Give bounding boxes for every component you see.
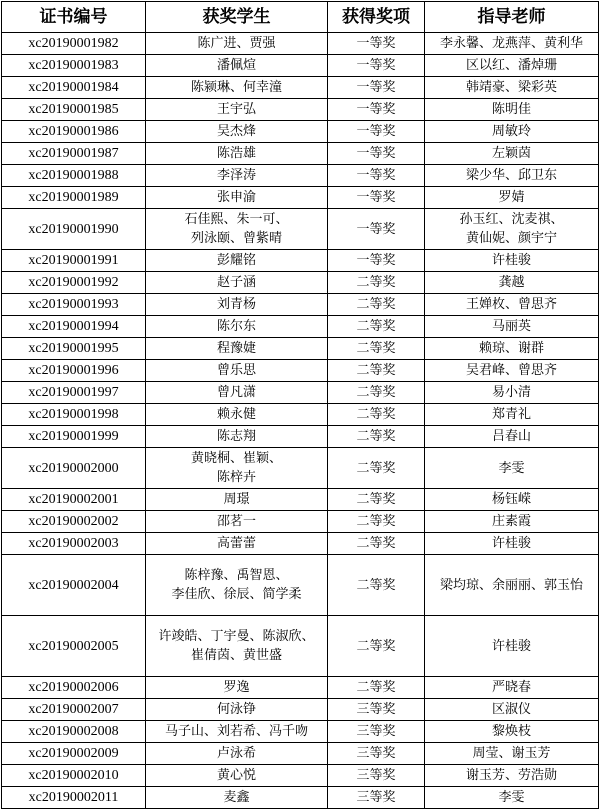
teacher-names: 孙玉红、沈麦祺、 [459, 212, 564, 227]
cert-number-cell: xc20190002011 [2, 787, 146, 809]
students-cell [146, 209, 328, 250]
cert-number-cell: xc20190002006 [2, 677, 146, 699]
student-names: 王宇弘 [216, 102, 256, 117]
teachers-cell [425, 294, 599, 316]
award-cell: 二等奖 [328, 338, 425, 360]
header-award: 获得奖项 [328, 2, 425, 33]
table-row [2, 55, 599, 77]
cert-number-cell: xc20190001995 [2, 338, 146, 360]
award-cell: 二等奖 [328, 382, 425, 404]
teacher-names: 韩靖豪、梁彩英 [465, 80, 557, 95]
teachers-cell [425, 209, 599, 250]
cert-number-cell: xc20190001984 [2, 77, 146, 99]
teachers-cell [425, 404, 599, 426]
students-cell [146, 489, 328, 511]
student-names: 麦鑫 [223, 790, 250, 805]
teacher-names: 区淑仪 [491, 702, 531, 717]
award-cell: 二等奖 [328, 511, 425, 533]
award-cell: 一等奖 [328, 165, 425, 187]
table-row [2, 426, 599, 448]
table-row [2, 338, 599, 360]
teachers-cell [425, 511, 599, 533]
student-names: 列泳颐、曾紫晴 [190, 231, 282, 246]
students-cell [146, 338, 328, 360]
teachers-cell [425, 55, 599, 77]
cert-number-cell: xc20190002002 [2, 511, 146, 533]
student-names: 张申渝 [216, 190, 256, 205]
teachers-cell [425, 99, 599, 121]
teachers-cell [425, 250, 599, 272]
award-cell: 二等奖 [328, 677, 425, 699]
student-names: 李泽涛 [216, 168, 256, 183]
header-cert-number: 证书编号 [2, 2, 146, 33]
students-cell [146, 765, 328, 787]
teacher-names: 龚越 [498, 275, 525, 290]
awards-table [1, 1, 599, 809]
award-cell: 二等奖 [328, 489, 425, 511]
student-names: 石佳熙、朱一可、 [184, 212, 289, 227]
table-row [2, 382, 599, 404]
table-row [2, 787, 599, 809]
teacher-names: 郑青礼 [491, 407, 531, 422]
student-names: 黄晓桐、崔颖、 [190, 451, 282, 466]
student-names: 曾凡潇 [216, 385, 256, 400]
teacher-names: 李雯 [498, 460, 525, 476]
cert-number-cell: xc20190001994 [2, 316, 146, 338]
table-body [2, 33, 599, 809]
cert-number-cell: xc20190001983 [2, 55, 146, 77]
students-cell [146, 616, 328, 677]
teachers-cell [425, 721, 599, 743]
table-row [2, 165, 599, 187]
students-cell [146, 165, 328, 187]
teachers-cell [425, 787, 599, 809]
award-cell: 三等奖 [328, 765, 425, 787]
student-names: 李佳欣、徐辰、简学柔 [171, 587, 302, 602]
students-cell [146, 55, 328, 77]
teacher-names: 李永馨、龙燕萍、黄利华 [439, 36, 583, 51]
cert-number-cell: xc20190002003 [2, 533, 146, 555]
header-row [2, 2, 599, 33]
students-cell [146, 787, 328, 809]
award-cell: 二等奖 [328, 316, 425, 338]
students-cell [146, 316, 328, 338]
award-cell: 二等奖 [328, 555, 425, 616]
award-cell: 一等奖 [328, 143, 425, 165]
cert-number-cell: xc20190001982 [2, 33, 146, 55]
student-names: 邵茗一 [216, 514, 256, 529]
teachers-cell [425, 699, 599, 721]
award-cell: 三等奖 [328, 743, 425, 765]
student-names: 程豫婕 [216, 341, 256, 356]
teacher-names: 罗婧 [498, 190, 525, 205]
cert-number-cell: xc20190001999 [2, 426, 146, 448]
award-cell: 二等奖 [328, 448, 425, 489]
cert-number-cell: xc20190002008 [2, 721, 146, 743]
student-names: 陈颍琳、何幸潼 [190, 80, 282, 95]
award-cell: 一等奖 [328, 187, 425, 209]
table-row [2, 533, 599, 555]
teacher-names: 黄仙妮、颜宇宁 [465, 231, 557, 246]
students-cell [146, 360, 328, 382]
header-students: 获奖学生 [146, 2, 328, 33]
table-row [2, 448, 599, 489]
teacher-names: 杨钰嵘 [491, 492, 531, 507]
award-cell: 三等奖 [328, 721, 425, 743]
award-cell: 一等奖 [328, 121, 425, 143]
teachers-cell [425, 616, 599, 677]
student-names: 崔倩茵、黄世盛 [190, 648, 282, 663]
students-cell [146, 294, 328, 316]
cert-number-cell: xc20190001986 [2, 121, 146, 143]
student-names: 马子山、刘若希、冯千吻 [164, 724, 308, 739]
students-cell [146, 250, 328, 272]
table-row [2, 250, 599, 272]
teacher-names: 梁均琼、余丽丽、郭玉怡 [439, 577, 583, 593]
cert-number-cell: xc20190001998 [2, 404, 146, 426]
teachers-cell [425, 360, 599, 382]
award-cell: 二等奖 [328, 272, 425, 294]
cert-number-cell: xc20190002000 [2, 448, 146, 489]
cert-number-cell: xc20190001997 [2, 382, 146, 404]
table-row [2, 77, 599, 99]
teacher-names: 谢玉芳、劳浩勋 [465, 768, 557, 783]
student-names: 陈广进、贾强 [197, 36, 276, 51]
table-row [2, 294, 599, 316]
award-cell: 二等奖 [328, 294, 425, 316]
students-cell [146, 77, 328, 99]
teachers-cell [425, 165, 599, 187]
award-cell: 一等奖 [328, 33, 425, 55]
award-cell: 一等奖 [328, 77, 425, 99]
students-cell [146, 187, 328, 209]
students-cell [146, 699, 328, 721]
table-row [2, 616, 599, 677]
teacher-names: 周敏玲 [491, 124, 531, 139]
award-cell: 一等奖 [328, 209, 425, 250]
student-names: 卢泳希 [216, 746, 256, 761]
cert-number-cell: xc20190002010 [2, 765, 146, 787]
teacher-names: 马丽英 [491, 319, 531, 334]
award-cell: 三等奖 [328, 787, 425, 809]
students-cell [146, 404, 328, 426]
teachers-cell [425, 143, 599, 165]
student-names: 陈浩雄 [216, 146, 256, 161]
teacher-names: 陈明佳 [491, 102, 531, 117]
table-row [2, 360, 599, 382]
student-names: 陈志翔 [216, 429, 256, 444]
cert-number-cell: xc20190001989 [2, 187, 146, 209]
students-cell [146, 99, 328, 121]
table-row [2, 765, 599, 787]
teacher-names: 左颖茵 [491, 146, 531, 161]
students-cell [146, 143, 328, 165]
students-cell [146, 382, 328, 404]
table-row [2, 721, 599, 743]
table-row [2, 187, 599, 209]
teachers-cell [425, 743, 599, 765]
table-row [2, 404, 599, 426]
student-names: 何泳铮 [216, 702, 256, 717]
teacher-names: 许桂骏 [491, 638, 531, 654]
award-cell: 二等奖 [328, 404, 425, 426]
student-names: 许竣皓、丁宇曼、陈淑欣、 [158, 629, 315, 644]
students-cell [146, 555, 328, 616]
student-names: 刘青杨 [216, 297, 256, 312]
award-cell: 二等奖 [328, 533, 425, 555]
teachers-cell [425, 33, 599, 55]
student-names: 曾乐思 [216, 363, 256, 378]
teachers-cell [425, 338, 599, 360]
students-cell [146, 272, 328, 294]
teacher-names: 赖琼、谢群 [478, 341, 544, 356]
table-row [2, 511, 599, 533]
students-cell [146, 743, 328, 765]
teachers-cell [425, 448, 599, 489]
student-names: 陈梓卉 [216, 470, 256, 485]
teachers-cell [425, 77, 599, 99]
award-cell: 二等奖 [328, 426, 425, 448]
teachers-cell [425, 121, 599, 143]
students-cell [146, 33, 328, 55]
table-row [2, 99, 599, 121]
teacher-names: 梁少华、邱卫东 [465, 168, 557, 183]
students-cell [146, 121, 328, 143]
teacher-names: 易小清 [491, 385, 531, 400]
cert-number-cell: xc20190002001 [2, 489, 146, 511]
table-row [2, 121, 599, 143]
table-row [2, 677, 599, 699]
table-row [2, 272, 599, 294]
cert-number-cell: xc20190001990 [2, 209, 146, 250]
teachers-cell [425, 677, 599, 699]
teachers-cell [425, 272, 599, 294]
teacher-names: 李雯 [498, 790, 525, 805]
teachers-cell [425, 382, 599, 404]
teacher-names: 周莹、谢玉芳 [472, 746, 551, 761]
table-row [2, 489, 599, 511]
teacher-names: 许桂骏 [491, 536, 531, 551]
cert-number-cell: xc20190001987 [2, 143, 146, 165]
cert-number-cell: xc20190001985 [2, 99, 146, 121]
student-names: 彭耀铭 [216, 253, 256, 268]
student-names: 吴杰烽 [216, 124, 256, 139]
cert-number-cell: xc20190001991 [2, 250, 146, 272]
table-row [2, 743, 599, 765]
teacher-names: 庄素霞 [491, 514, 531, 529]
award-cell: 二等奖 [328, 616, 425, 677]
students-cell [146, 426, 328, 448]
students-cell [146, 677, 328, 699]
cert-number-cell: xc20190001992 [2, 272, 146, 294]
teacher-names: 严晓春 [491, 680, 531, 695]
table-row [2, 316, 599, 338]
award-cell: 一等奖 [328, 250, 425, 272]
cert-number-cell: xc20190002005 [2, 616, 146, 677]
teachers-cell [425, 187, 599, 209]
students-cell [146, 448, 328, 489]
teachers-cell [425, 489, 599, 511]
teacher-names: 吴君峰、曾思齐 [465, 363, 557, 378]
table-row [2, 555, 599, 616]
teacher-names: 黎焕枝 [491, 724, 531, 739]
student-names: 陈梓豫、禹智恩、 [184, 568, 289, 583]
student-names: 潘佩煊 [216, 58, 256, 73]
cert-number-cell: xc20190002007 [2, 699, 146, 721]
teacher-names: 吕春山 [491, 429, 531, 444]
cert-number-cell: xc20190001996 [2, 360, 146, 382]
students-cell [146, 511, 328, 533]
cert-number-cell: xc20190002009 [2, 743, 146, 765]
teachers-cell [425, 426, 599, 448]
header-teachers: 指导老师 [425, 2, 599, 33]
teachers-cell [425, 533, 599, 555]
award-cell: 三等奖 [328, 699, 425, 721]
teacher-names: 王婵枚、曾思齐 [465, 297, 557, 312]
teacher-names: 区以红、潘焯珊 [465, 58, 557, 73]
teachers-cell [425, 316, 599, 338]
award-cell: 一等奖 [328, 55, 425, 77]
award-cell: 二等奖 [328, 360, 425, 382]
students-cell [146, 533, 328, 555]
students-cell [146, 721, 328, 743]
student-names: 高蕾蕾 [216, 536, 256, 551]
teacher-names: 许桂骏 [491, 253, 531, 268]
student-names: 周璟 [223, 492, 250, 507]
cert-number-cell: xc20190001993 [2, 294, 146, 316]
student-names: 陈尔东 [216, 319, 256, 334]
student-names: 黄心悦 [216, 768, 256, 783]
table-row [2, 209, 599, 250]
teachers-cell [425, 555, 599, 616]
student-names: 罗逸 [223, 680, 250, 695]
teachers-cell [425, 765, 599, 787]
table-row [2, 143, 599, 165]
cert-number-cell: xc20190001988 [2, 165, 146, 187]
award-cell: 一等奖 [328, 99, 425, 121]
table-row [2, 33, 599, 55]
cert-number-cell: xc20190002004 [2, 555, 146, 616]
student-names: 赵子涵 [216, 275, 256, 290]
table-row [2, 699, 599, 721]
student-names: 赖永健 [216, 407, 256, 422]
